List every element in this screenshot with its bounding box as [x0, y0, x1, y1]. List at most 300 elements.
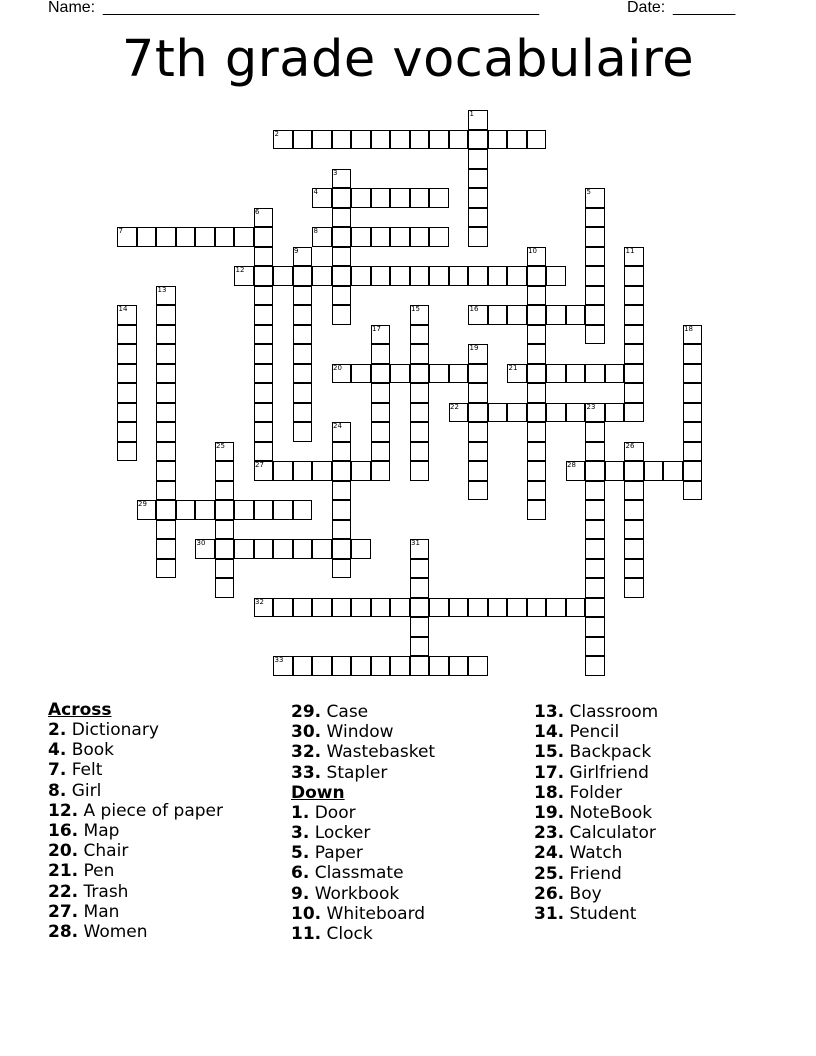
crossword-cell[interactable] — [546, 364, 566, 384]
crossword-cell[interactable] — [410, 461, 430, 481]
crossword-cell[interactable] — [332, 286, 352, 306]
crossword-cell[interactable] — [468, 188, 488, 208]
crossword-cell[interactable] — [156, 422, 176, 442]
crossword-cell[interactable] — [254, 539, 274, 559]
crossword-cell[interactable] — [410, 344, 430, 364]
crossword-cell[interactable] — [488, 403, 508, 423]
crossword-cell[interactable] — [585, 286, 605, 306]
crossword-cell[interactable] — [410, 637, 430, 657]
clue-item-number: 14. — [534, 722, 565, 743]
clue-number-33: 33 — [274, 656, 284, 664]
crossword-cell[interactable] — [371, 442, 391, 462]
clue-item-number: 15. — [534, 742, 565, 763]
clue-item-number: 3. — [291, 822, 310, 843]
clue-item-number: 7. — [48, 760, 67, 781]
clue-number-7: 7 — [118, 227, 123, 235]
crossword-cell[interactable] — [156, 403, 176, 423]
crossword-cell[interactable] — [468, 461, 488, 481]
clue-item — [291, 823, 435, 843]
crossword-cell[interactable] — [156, 500, 176, 520]
crossword-cell[interactable] — [351, 130, 371, 150]
crossword-cell[interactable] — [312, 598, 332, 618]
crossword-cell[interactable] — [585, 422, 605, 442]
crossword-cell[interactable] — [488, 266, 508, 286]
crossword-cell[interactable] — [585, 617, 605, 637]
crossword-cell[interactable] — [527, 422, 547, 442]
crossword-cell[interactable] — [332, 559, 352, 579]
crossword-cell[interactable] — [468, 383, 488, 403]
clue-item-text: Folder — [564, 782, 623, 803]
crossword-cell[interactable] — [293, 305, 313, 325]
crossword-cell[interactable] — [390, 130, 410, 150]
crossword-cell[interactable] — [410, 442, 430, 462]
crossword-cell[interactable] — [527, 383, 547, 403]
crossword-cell[interactable] — [234, 500, 254, 520]
crossword-cell[interactable] — [293, 461, 313, 481]
clue-item — [48, 882, 223, 902]
crossword-cell[interactable] — [215, 500, 235, 520]
crossword-cell[interactable] — [410, 364, 430, 384]
clue-number-15: 15 — [411, 305, 420, 313]
crossword-cell[interactable] — [371, 656, 391, 676]
crossword-cell[interactable] — [273, 500, 293, 520]
crossword-cell[interactable] — [585, 364, 605, 384]
crossword-cell[interactable] — [156, 481, 176, 501]
crossword-cell[interactable] — [683, 383, 703, 403]
clue-item-number: 25. — [534, 863, 565, 884]
crossword-cell[interactable] — [390, 656, 410, 676]
crossword-cell[interactable] — [624, 461, 644, 481]
crossword-cell[interactable] — [117, 403, 137, 423]
clue-number-32: 32 — [255, 597, 264, 606]
crossword-cell[interactable] — [683, 403, 703, 423]
crossword-cell[interactable] — [254, 286, 274, 306]
crossword-cell[interactable] — [215, 227, 235, 247]
crossword-cell[interactable] — [117, 344, 137, 364]
crossword-cell[interactable] — [410, 383, 430, 403]
crossword-cell[interactable] — [390, 266, 410, 286]
crossword-cell[interactable] — [429, 364, 449, 384]
crossword-cell[interactable] — [585, 481, 605, 501]
crossword-cell[interactable] — [429, 656, 449, 676]
crossword-cell[interactable] — [546, 305, 566, 325]
crossword-cell[interactable] — [195, 227, 215, 247]
crossword-cell[interactable] — [254, 305, 274, 325]
crossword-cell[interactable] — [468, 442, 488, 462]
crossword-cell[interactable] — [585, 598, 605, 618]
crossword-cell[interactable] — [527, 461, 547, 481]
crossword-cell[interactable] — [585, 500, 605, 520]
crossword-cell[interactable] — [371, 383, 391, 403]
clue-item-text: Paper — [309, 843, 363, 864]
crossword-cell[interactable] — [449, 364, 469, 384]
crossword-cell[interactable] — [293, 286, 313, 306]
crossword-cell[interactable] — [156, 344, 176, 364]
crossword-cell[interactable] — [351, 227, 371, 247]
crossword-cell[interactable] — [390, 188, 410, 208]
crossword-cell[interactable] — [195, 500, 215, 520]
crossword-cell[interactable] — [351, 656, 371, 676]
crossword-cell[interactable] — [312, 130, 332, 150]
crossword-cell[interactable] — [527, 286, 547, 306]
crossword-cell[interactable] — [507, 305, 527, 325]
crossword-cell[interactable] — [254, 364, 274, 384]
crossword-cell[interactable] — [624, 403, 644, 423]
crossword-cell[interactable] — [644, 461, 664, 481]
clue-number-11: 11 — [625, 246, 635, 255]
crossword-cell[interactable] — [215, 578, 235, 598]
crossword-cell[interactable] — [293, 656, 313, 676]
crossword-cell[interactable] — [215, 461, 235, 481]
clue-item-number: 20. — [48, 841, 79, 862]
crossword-cell[interactable] — [117, 383, 137, 403]
crossword-cell[interactable] — [156, 461, 176, 481]
clue-item-text: Locker — [309, 822, 371, 843]
clue-number-6: 6 — [255, 207, 260, 216]
crossword-cell[interactable] — [585, 578, 605, 598]
crossword-cell[interactable] — [332, 208, 352, 228]
crossword-cell[interactable] — [624, 286, 644, 306]
crossword-cell[interactable] — [527, 598, 547, 618]
crossword-cell[interactable] — [254, 266, 274, 286]
crossword-cell[interactable] — [624, 344, 644, 364]
crossword-cell[interactable] — [429, 266, 449, 286]
crossword-cell[interactable] — [332, 130, 352, 150]
crossword-cell[interactable] — [215, 520, 235, 540]
crossword-cell[interactable] — [332, 247, 352, 267]
crossword-cell[interactable] — [468, 208, 488, 228]
crossword-cell[interactable] — [546, 403, 566, 423]
clue-item-number: 31. — [534, 903, 565, 924]
crossword-cell[interactable] — [663, 461, 683, 481]
crossword-cell[interactable] — [371, 461, 391, 481]
crossword-cell[interactable] — [254, 403, 274, 423]
crossword-cell[interactable] — [546, 266, 566, 286]
crossword-cell[interactable] — [273, 539, 293, 559]
date-line[interactable]: _______ — [673, 0, 736, 16]
crossword-cell[interactable] — [410, 559, 430, 579]
crossword-cell[interactable] — [585, 461, 605, 481]
crossword-cell[interactable] — [234, 227, 254, 247]
clue-item-text: Stapler — [321, 762, 388, 783]
crossword-cell[interactable] — [585, 559, 605, 579]
crossword-cell[interactable] — [468, 481, 488, 501]
crossword-cell[interactable] — [156, 305, 176, 325]
crossword-cell[interactable] — [293, 130, 313, 150]
crossword-cell[interactable] — [293, 364, 313, 384]
crossword-cell[interactable] — [410, 656, 430, 676]
crossword-cell[interactable] — [215, 481, 235, 501]
crossword-cell[interactable] — [390, 364, 410, 384]
crossword-cell[interactable] — [468, 422, 488, 442]
crossword-cell[interactable] — [156, 442, 176, 462]
crossword-cell[interactable] — [585, 442, 605, 462]
crossword-cell[interactable] — [215, 539, 235, 559]
crossword-cell[interactable] — [507, 130, 527, 150]
crossword-cell[interactable] — [488, 130, 508, 150]
crossword-cell[interactable] — [624, 364, 644, 384]
crossword-cell[interactable] — [332, 598, 352, 618]
clue-item-text: Door — [309, 802, 356, 823]
crossword-cell[interactable] — [117, 325, 137, 345]
crossword-cell[interactable] — [332, 461, 352, 481]
clue-item — [48, 740, 223, 760]
crossword-cell[interactable] — [605, 403, 625, 423]
crossword-cell[interactable] — [254, 422, 274, 442]
crossword-cell[interactable] — [488, 305, 508, 325]
crossword-cell[interactable] — [390, 598, 410, 618]
crossword-cell[interactable] — [312, 266, 332, 286]
crossword-cell[interactable] — [156, 227, 176, 247]
clue-item — [48, 841, 223, 861]
name-line[interactable]: _________________________________________________ — [103, 0, 540, 16]
crossword-cell[interactable] — [429, 598, 449, 618]
crossword-cell[interactable] — [332, 481, 352, 501]
clue-item — [534, 742, 658, 762]
clue-item-number: 29. — [291, 702, 322, 722]
crossword-cell[interactable] — [410, 130, 430, 150]
crossword-cell[interactable] — [527, 344, 547, 364]
crossword-cell[interactable] — [371, 130, 391, 150]
crossword-cell[interactable] — [332, 539, 352, 559]
crossword-cell[interactable] — [468, 130, 488, 150]
clue-item — [291, 763, 435, 783]
crossword-cell[interactable] — [137, 227, 157, 247]
crossword-cell[interactable] — [585, 247, 605, 267]
crossword-cell[interactable] — [429, 188, 449, 208]
crossword-cell[interactable] — [410, 403, 430, 423]
crossword-cell[interactable] — [351, 539, 371, 559]
crossword-cell[interactable] — [410, 598, 430, 618]
crossword-cell[interactable] — [254, 500, 274, 520]
crossword-cell[interactable] — [371, 364, 391, 384]
crossword-cell[interactable] — [488, 598, 508, 618]
crossword-cell[interactable] — [273, 461, 293, 481]
crossword-cell[interactable] — [566, 364, 586, 384]
clue-item — [534, 783, 658, 803]
crossword-cell[interactable] — [624, 578, 644, 598]
crossword-cell[interactable] — [410, 227, 430, 247]
crossword-cell[interactable] — [585, 325, 605, 345]
clue-item-text: Watch — [564, 843, 623, 864]
crossword-cell[interactable] — [371, 188, 391, 208]
crossword-cell[interactable] — [234, 539, 254, 559]
crossword-cell[interactable] — [293, 422, 313, 442]
crossword-cell[interactable] — [176, 500, 196, 520]
crossword-cell[interactable] — [371, 266, 391, 286]
clue-item-text: Whiteboard — [321, 903, 426, 924]
clue-item — [534, 843, 658, 863]
clue-item-number: 22. — [48, 881, 79, 902]
crossword-cell[interactable] — [683, 461, 703, 481]
clue-number-5: 5 — [586, 188, 591, 196]
crossword-cell[interactable] — [468, 598, 488, 618]
crossword-cell[interactable] — [332, 442, 352, 462]
crossword-cell[interactable] — [156, 520, 176, 540]
crossword-cell[interactable] — [351, 461, 371, 481]
crossword-cell[interactable] — [468, 656, 488, 676]
crossword-cell[interactable] — [312, 461, 332, 481]
crossword-cell[interactable] — [332, 266, 352, 286]
clue-number-2: 2 — [274, 129, 279, 138]
crossword-cell[interactable] — [527, 266, 547, 286]
crossword-cell[interactable] — [332, 305, 352, 325]
crossword-cell[interactable] — [293, 500, 313, 520]
crossword-cell[interactable] — [566, 305, 586, 325]
crossword-cell[interactable] — [429, 130, 449, 150]
crossword-cell[interactable] — [117, 364, 137, 384]
crossword-cell[interactable] — [312, 656, 332, 676]
crossword-cell[interactable] — [546, 598, 566, 618]
crossword-cell[interactable] — [254, 383, 274, 403]
clue-number-16: 16 — [469, 305, 479, 313]
crossword-cell[interactable] — [585, 305, 605, 325]
clue-column-3 — [534, 700, 658, 924]
crossword-cell[interactable] — [156, 539, 176, 559]
crossword-cell[interactable] — [293, 344, 313, 364]
clue-item-number: 30. — [291, 722, 322, 743]
crossword-cell[interactable] — [585, 520, 605, 540]
crossword-cell[interactable] — [527, 305, 547, 325]
crossword-cell[interactable] — [429, 227, 449, 247]
crossword-cell[interactable] — [332, 520, 352, 540]
crossword-cell[interactable] — [215, 559, 235, 579]
crossword-cell[interactable] — [449, 130, 469, 150]
crossword-cell[interactable] — [371, 403, 391, 423]
clue-number-20: 20 — [333, 363, 342, 372]
crossword-cell[interactable] — [449, 266, 469, 286]
crossword-cell[interactable] — [468, 169, 488, 189]
crossword-cell[interactable] — [410, 422, 430, 442]
crossword-cell[interactable] — [293, 539, 313, 559]
crossword-cell[interactable] — [624, 520, 644, 540]
clue-number-13: 13 — [157, 285, 167, 294]
clue-item-number: 26. — [534, 883, 565, 904]
crossword-cell[interactable] — [449, 656, 469, 676]
crossword-cell[interactable] — [683, 442, 703, 462]
crossword-cell[interactable] — [468, 403, 488, 423]
crossword-cell[interactable] — [312, 539, 332, 559]
clue-item-text: Friend — [564, 863, 622, 884]
crossword-cell[interactable] — [468, 364, 488, 384]
crossword-cell[interactable] — [156, 559, 176, 579]
clue-number-14: 14 — [118, 305, 128, 313]
crossword-cell[interactable] — [176, 227, 196, 247]
clue-item-number: 9. — [291, 883, 310, 904]
crossword-cell[interactable] — [468, 227, 488, 247]
crossword-cell[interactable] — [371, 422, 391, 442]
crossword-cell[interactable] — [624, 305, 644, 325]
crossword-cell[interactable] — [468, 149, 488, 169]
crossword-cell[interactable] — [605, 364, 625, 384]
crossword-cell[interactable] — [683, 364, 703, 384]
crossword-cell[interactable] — [624, 383, 644, 403]
crossword-cell[interactable] — [332, 227, 352, 247]
crossword-cell[interactable] — [527, 130, 547, 150]
crossword-cell[interactable] — [293, 383, 313, 403]
crossword-cell[interactable] — [371, 227, 391, 247]
crossword-cell[interactable] — [293, 403, 313, 423]
crossword-cell[interactable] — [566, 598, 586, 618]
crossword-cell[interactable] — [624, 481, 644, 501]
crossword-cell[interactable] — [254, 325, 274, 345]
crossword-cell[interactable] — [351, 188, 371, 208]
crossword-cell[interactable] — [468, 266, 488, 286]
crossword-cell[interactable] — [624, 266, 644, 286]
crossword-cell[interactable] — [156, 383, 176, 403]
crossword-cell[interactable] — [527, 500, 547, 520]
crossword-cell[interactable] — [566, 403, 586, 423]
crossword-cell[interactable] — [624, 539, 644, 559]
crossword-cell[interactable] — [507, 266, 527, 286]
crossword-cell[interactable] — [117, 442, 137, 462]
crossword-cell[interactable] — [371, 598, 391, 618]
crossword-cell[interactable] — [254, 227, 274, 247]
crossword-cell[interactable] — [527, 481, 547, 501]
crossword-cell[interactable] — [410, 578, 430, 598]
crossword-cell[interactable] — [254, 442, 274, 462]
crossword-cell[interactable] — [332, 500, 352, 520]
clue-item — [291, 904, 435, 924]
crossword-cell[interactable] — [293, 325, 313, 345]
crossword-cell[interactable] — [254, 247, 274, 267]
crossword-cell[interactable] — [507, 403, 527, 423]
crossword-cell[interactable] — [585, 637, 605, 657]
crossword-cell[interactable] — [585, 266, 605, 286]
clue-number-24: 24 — [333, 422, 342, 430]
crossword-cell[interactable] — [585, 208, 605, 228]
clue-number-25: 25 — [216, 441, 225, 450]
crossword-cell[interactable] — [351, 266, 371, 286]
crossword-cell[interactable] — [273, 266, 293, 286]
crossword-cell[interactable] — [449, 598, 469, 618]
crossword-cell[interactable] — [390, 227, 410, 247]
crossword-cell[interactable] — [273, 598, 293, 618]
crossword-cell[interactable] — [410, 325, 430, 345]
clue-item-text: A piece of paper — [78, 800, 223, 821]
crossword-cell[interactable] — [527, 364, 547, 384]
crossword-cell[interactable] — [332, 188, 352, 208]
crossword-cell[interactable] — [683, 481, 703, 501]
crossword-cell[interactable] — [585, 656, 605, 676]
crossword-cell[interactable] — [527, 325, 547, 345]
crossword-cell[interactable] — [585, 227, 605, 247]
crossword-cell[interactable] — [683, 422, 703, 442]
crossword-cell[interactable] — [527, 442, 547, 462]
crossword-cell[interactable] — [410, 266, 430, 286]
crossword-cell[interactable] — [410, 188, 430, 208]
crossword-cell[interactable] — [624, 500, 644, 520]
crossword-cell[interactable] — [156, 325, 176, 345]
crossword-cell[interactable] — [351, 364, 371, 384]
crossword-cell[interactable] — [585, 539, 605, 559]
crossword-cell[interactable] — [156, 364, 176, 384]
crossword-cell[interactable] — [624, 559, 644, 579]
crossword-cell[interactable] — [507, 598, 527, 618]
crossword-cell[interactable] — [683, 344, 703, 364]
crossword-cell[interactable] — [527, 403, 547, 423]
crossword-cell[interactable] — [117, 422, 137, 442]
crossword-cell[interactable] — [410, 617, 430, 637]
crossword-cell[interactable] — [371, 344, 391, 364]
crossword-cell[interactable] — [332, 656, 352, 676]
crossword-cell[interactable] — [293, 598, 313, 618]
crossword-cell[interactable] — [293, 266, 313, 286]
crossword-cell[interactable] — [351, 598, 371, 618]
crossword-cell[interactable] — [605, 461, 625, 481]
crossword-cell[interactable] — [624, 325, 644, 345]
crossword-cell[interactable] — [254, 344, 274, 364]
